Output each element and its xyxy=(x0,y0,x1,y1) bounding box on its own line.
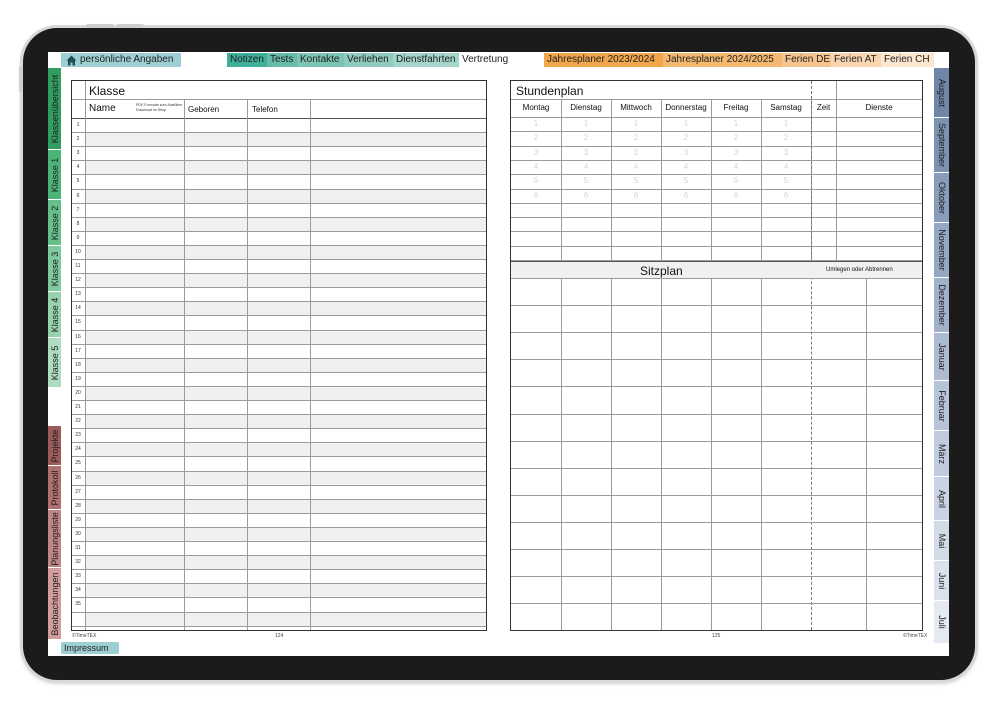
page-number-right: 125 xyxy=(712,633,721,639)
seat-row-line xyxy=(511,386,922,387)
row-line xyxy=(72,485,486,486)
month-tab-label: Februar xyxy=(936,389,947,422)
seat-row-line xyxy=(511,495,922,496)
lesson-number: 4 xyxy=(733,161,739,171)
row-stripe xyxy=(85,132,486,146)
home-icon xyxy=(66,55,77,66)
row-line xyxy=(72,231,486,232)
row-stripe xyxy=(85,442,486,456)
lesson-number: 5 xyxy=(583,176,589,186)
row-number: 14 xyxy=(75,305,81,312)
row-number: 35 xyxy=(75,601,81,608)
month-tab[interactable] xyxy=(934,223,949,277)
top-tab[interactable] xyxy=(831,53,881,67)
seat-row-line xyxy=(511,332,922,333)
header-line xyxy=(72,99,486,100)
top-tab-label: Ferien AT xyxy=(834,54,877,65)
left-tab-label: Projekte xyxy=(49,428,60,463)
top-tab-label: Jahresplaner 2024/2025 xyxy=(666,54,774,65)
left-tab[interactable] xyxy=(48,246,61,291)
footer-copyright: ©TimeTEX xyxy=(72,633,97,639)
row-line xyxy=(72,132,486,133)
lesson-number: 2 xyxy=(583,133,589,143)
month-tab-label: August xyxy=(936,78,947,107)
footer-copyright: ©TimeTEX xyxy=(903,633,928,639)
top-tab[interactable] xyxy=(544,53,663,67)
top-tab[interactable] xyxy=(344,53,393,67)
left-tab-bar xyxy=(48,68,61,656)
row-stripe xyxy=(85,189,486,203)
row-number: 2 xyxy=(76,136,80,143)
seat-column-line xyxy=(711,278,712,630)
lesson-number: 6 xyxy=(583,190,589,200)
row-line xyxy=(72,372,486,373)
top-tab[interactable] xyxy=(61,53,181,67)
row-number: 18 xyxy=(75,361,81,368)
top-tab-label: Verliehen xyxy=(347,54,389,65)
row-stripe xyxy=(85,358,486,372)
row-number: 30 xyxy=(75,530,81,537)
left-tab[interactable] xyxy=(48,150,61,199)
month-tab-label: Oktober xyxy=(936,181,947,214)
row-stripe xyxy=(85,301,486,315)
left-tab-label: Klassenübersicht xyxy=(49,74,60,143)
row-number: 16 xyxy=(75,333,81,340)
seat-column-line xyxy=(761,278,762,630)
seat-row-line xyxy=(511,468,922,469)
left-tab[interactable] xyxy=(48,68,61,149)
weekday-header: Freitag xyxy=(723,103,749,112)
duties-header: Dienste xyxy=(865,103,893,112)
month-tab-label: März xyxy=(936,443,947,464)
month-tab-label: Juni xyxy=(936,572,947,589)
row-stripe xyxy=(85,499,486,513)
left-tab-label: Beobachtungen xyxy=(49,571,60,636)
timetable-row-line xyxy=(511,246,922,247)
month-tab[interactable] xyxy=(934,477,949,520)
top-tab-label: Ferien DE xyxy=(785,54,831,65)
lesson-number: 5 xyxy=(733,176,739,186)
left-tab[interactable] xyxy=(48,338,61,387)
month-tab[interactable] xyxy=(934,521,949,560)
impressum-tab[interactable]: Impressum xyxy=(61,642,119,654)
lesson-number: 2 xyxy=(733,133,739,143)
lesson-number: 6 xyxy=(733,190,739,200)
row-line xyxy=(72,315,486,316)
month-tab[interactable] xyxy=(934,118,949,172)
left-tab-label: Klasse 5 xyxy=(49,345,60,380)
row-number: 29 xyxy=(75,516,81,523)
column-line xyxy=(85,81,86,630)
timetable-page xyxy=(510,80,923,631)
left-tab[interactable] xyxy=(48,568,61,639)
left-tab-label: Klasse 3 xyxy=(49,251,60,286)
row-stripe xyxy=(85,160,486,174)
row-line xyxy=(72,358,486,359)
class-list-page xyxy=(71,80,487,631)
weekday-header: Montag xyxy=(522,103,550,112)
row-number: 33 xyxy=(75,573,81,580)
top-tab[interactable] xyxy=(881,53,934,67)
top-tab[interactable] xyxy=(459,53,516,67)
lesson-number: 6 xyxy=(783,190,789,200)
row-stripe xyxy=(85,555,486,569)
lesson-number: 2 xyxy=(633,133,639,143)
weekday-header: Dienstag xyxy=(570,103,602,112)
section-line xyxy=(511,278,922,279)
row-number: 20 xyxy=(75,389,81,396)
pdf-form-hint-line: Download im Shop xyxy=(136,107,167,112)
lesson-number: 3 xyxy=(683,147,689,157)
month-tab-bar xyxy=(934,68,949,644)
weekday-header: Mittwoch xyxy=(620,103,652,112)
column-line xyxy=(310,99,311,630)
top-tab-label: persönliche Angaben xyxy=(80,54,174,65)
row-line xyxy=(72,541,486,542)
row-number: 31 xyxy=(75,545,81,551)
top-tab[interactable] xyxy=(393,53,459,67)
header-line xyxy=(511,99,922,100)
lesson-number: 6 xyxy=(533,190,539,200)
timetable-row-line xyxy=(511,203,922,204)
lesson-number: 1 xyxy=(783,119,789,128)
month-tab[interactable] xyxy=(934,431,949,476)
row-line xyxy=(72,344,486,345)
top-tab[interactable] xyxy=(267,53,297,67)
month-tab[interactable] xyxy=(934,278,949,332)
row-line xyxy=(72,301,486,302)
row-line xyxy=(72,203,486,204)
weekday-header: Samstag xyxy=(770,103,802,112)
seat-row-line xyxy=(511,441,922,442)
row-number: 9 xyxy=(76,234,80,241)
row-line xyxy=(72,612,486,613)
row-number: 21 xyxy=(75,404,81,410)
tablet-top-button xyxy=(86,24,114,28)
month-tab[interactable] xyxy=(934,601,949,643)
column-header-name: Name xyxy=(89,103,116,114)
lesson-number: 2 xyxy=(783,133,789,143)
seat-row-line xyxy=(511,359,922,360)
left-tab-label: Klasse 2 xyxy=(49,205,60,240)
timetable-title: Stundenplan xyxy=(516,84,584,98)
top-tab-label: Dienstfahrten xyxy=(396,54,456,65)
timetable-row-line xyxy=(511,217,922,218)
left-tab[interactable] xyxy=(48,200,61,245)
seat-row-line xyxy=(511,603,922,604)
row-line xyxy=(72,555,486,556)
row-stripe xyxy=(85,217,486,231)
seat-column-line xyxy=(661,278,662,630)
seat-row-line xyxy=(511,522,922,523)
row-number: 7 xyxy=(76,206,80,213)
lesson-number: 6 xyxy=(633,190,639,200)
row-line xyxy=(72,273,486,274)
row-stripe xyxy=(85,583,486,597)
row-number: 8 xyxy=(76,220,80,227)
seat-row-line xyxy=(511,414,922,415)
row-line xyxy=(72,414,486,415)
top-tab-label: Notizen xyxy=(230,54,264,65)
lesson-number: 4 xyxy=(583,161,589,171)
row-line xyxy=(72,189,486,190)
row-line xyxy=(72,330,486,331)
row-number: 11 xyxy=(75,263,81,269)
timetable-row-line xyxy=(511,146,922,147)
left-tab[interactable] xyxy=(48,426,61,465)
row-line xyxy=(72,217,486,218)
row-line xyxy=(72,569,486,570)
row-line xyxy=(72,287,486,288)
top-tab-label: Jahresplaner 2023/2024 xyxy=(547,54,655,65)
lesson-number: 6 xyxy=(683,190,689,200)
row-line xyxy=(72,428,486,429)
timetable-row-line xyxy=(511,174,922,175)
lesson-number: 1 xyxy=(633,119,639,128)
row-stripe xyxy=(85,273,486,287)
top-tab-bar xyxy=(48,52,949,68)
top-tab[interactable] xyxy=(782,53,831,67)
row-line xyxy=(72,471,486,472)
row-line xyxy=(72,583,486,584)
row-line xyxy=(72,174,486,175)
row-line xyxy=(72,259,486,260)
row-stripe xyxy=(85,527,486,541)
row-line xyxy=(72,527,486,528)
row-number: 3 xyxy=(76,150,80,157)
month-tab-label: Dezember xyxy=(936,284,947,326)
row-number: 4 xyxy=(76,164,80,171)
left-tab-label: Planungsliste xyxy=(49,511,60,566)
row-number: 27 xyxy=(75,488,81,495)
weekday-header: Donnerstag xyxy=(665,103,707,112)
month-tab-label: Januar xyxy=(936,342,947,371)
tablet-top-button xyxy=(116,24,144,28)
month-tab-label: Mai xyxy=(936,533,947,548)
row-line xyxy=(72,400,486,401)
lesson-number: 2 xyxy=(683,133,689,143)
lesson-number: 5 xyxy=(533,176,539,186)
timetable-row-line xyxy=(511,189,922,190)
lesson-number: 1 xyxy=(533,119,539,128)
column-header-phone: Telefon xyxy=(252,105,278,114)
lesson-number: 1 xyxy=(583,119,589,128)
row-line xyxy=(72,626,486,627)
lesson-number: 4 xyxy=(783,161,789,171)
row-number: 10 xyxy=(75,248,81,255)
month-tab[interactable] xyxy=(934,68,949,117)
top-tab[interactable] xyxy=(227,53,267,67)
lesson-number: 5 xyxy=(633,176,639,186)
row-number: 23 xyxy=(75,432,81,439)
header-line xyxy=(511,117,922,118)
left-tab[interactable] xyxy=(48,292,61,337)
seating-plan-note: Umlegen oder Abtrennen xyxy=(826,267,893,273)
row-number: 13 xyxy=(75,291,81,298)
month-tab-label: November xyxy=(936,229,947,271)
seat-row-line xyxy=(511,576,922,577)
planner-screen xyxy=(48,52,949,656)
left-tab xyxy=(48,388,61,425)
row-line xyxy=(72,442,486,443)
row-line xyxy=(72,513,486,514)
month-tab-label: April xyxy=(936,489,947,508)
row-stripe xyxy=(85,386,486,400)
timetable-row-line xyxy=(511,231,922,232)
row-number: 5 xyxy=(76,178,80,185)
column-header-born: Geboren xyxy=(188,105,220,114)
row-number: 26 xyxy=(75,474,81,481)
tablet-side-button xyxy=(19,66,23,92)
top-tab-label: Kontakte xyxy=(300,54,340,65)
lesson-number: 1 xyxy=(733,119,739,128)
month-tab[interactable] xyxy=(934,333,949,380)
top-tab-label: Tests xyxy=(270,54,294,65)
top-tab-label: Vertretung xyxy=(462,54,509,65)
month-tab[interactable] xyxy=(934,173,949,222)
seat-row-line xyxy=(511,305,922,306)
left-tab[interactable] xyxy=(48,510,61,567)
row-line xyxy=(72,499,486,500)
lesson-number: 3 xyxy=(533,147,539,157)
lesson-number: 3 xyxy=(633,147,639,157)
row-line xyxy=(72,245,486,246)
month-tab-label: Juli xyxy=(936,615,947,629)
row-line xyxy=(72,597,486,598)
seating-plan-title: Sitzplan xyxy=(640,264,683,278)
pdf-form-hint xyxy=(136,103,182,112)
timetable-row-line xyxy=(511,160,922,161)
month-tab[interactable] xyxy=(934,381,949,430)
row-number: 28 xyxy=(75,502,81,509)
lesson-number: 2 xyxy=(533,133,539,143)
left-tab-label: Protokoll xyxy=(49,469,60,506)
left-tab-label: Klasse 1 xyxy=(49,157,60,192)
seat-column-line xyxy=(866,278,867,630)
row-number: 12 xyxy=(75,277,81,284)
row-number: 22 xyxy=(75,418,81,425)
left-tab[interactable] xyxy=(48,466,61,509)
lesson-number: 3 xyxy=(733,147,739,157)
row-line xyxy=(72,146,486,147)
top-tab[interactable] xyxy=(297,53,344,67)
row-stripe xyxy=(85,414,486,428)
seat-row-line xyxy=(511,549,922,550)
lesson-number: 3 xyxy=(583,147,589,157)
row-line xyxy=(72,160,486,161)
lesson-number: 5 xyxy=(783,176,789,186)
page-number-left: 124 xyxy=(275,633,284,639)
row-stripe xyxy=(85,245,486,259)
row-number: 17 xyxy=(75,347,81,354)
row-number: 34 xyxy=(75,587,81,594)
top-tab[interactable] xyxy=(663,53,782,67)
month-tab-label: September xyxy=(936,122,947,168)
cut-line xyxy=(811,81,812,630)
lesson-number: 4 xyxy=(533,161,539,171)
column-line xyxy=(184,99,185,630)
pdf-form-hint-line: PDF-Formular zum Ausfüllen xyxy=(136,103,183,107)
lesson-number: 5 xyxy=(683,176,689,186)
row-number: 32 xyxy=(75,559,81,566)
time-header: Zeit xyxy=(816,103,831,112)
month-tab[interactable] xyxy=(934,561,949,600)
top-tab-label: Ferien CH xyxy=(884,54,930,65)
lesson-number: 4 xyxy=(683,161,689,171)
lesson-number: 4 xyxy=(633,161,639,171)
row-number: 24 xyxy=(75,446,81,453)
header-line xyxy=(72,118,486,119)
row-number: 19 xyxy=(75,375,81,382)
seat-column-line xyxy=(561,278,562,630)
row-number: 1 xyxy=(76,122,80,128)
column-line xyxy=(247,99,248,630)
row-number: 15 xyxy=(75,319,81,326)
timetable-row-line xyxy=(511,131,922,132)
column-line xyxy=(836,99,837,261)
row-number: 25 xyxy=(75,460,81,467)
seat-column-line xyxy=(611,278,612,630)
row-stripe xyxy=(85,612,486,626)
row-line xyxy=(72,456,486,457)
row-line xyxy=(72,386,486,387)
row-stripe xyxy=(85,330,486,344)
left-tab-label: Klasse 4 xyxy=(49,297,60,332)
lesson-number: 1 xyxy=(683,119,689,128)
row-stripe xyxy=(85,471,486,485)
lesson-number: 3 xyxy=(783,147,789,157)
page-title: Klasse xyxy=(89,84,126,98)
row-number: 6 xyxy=(76,192,80,199)
